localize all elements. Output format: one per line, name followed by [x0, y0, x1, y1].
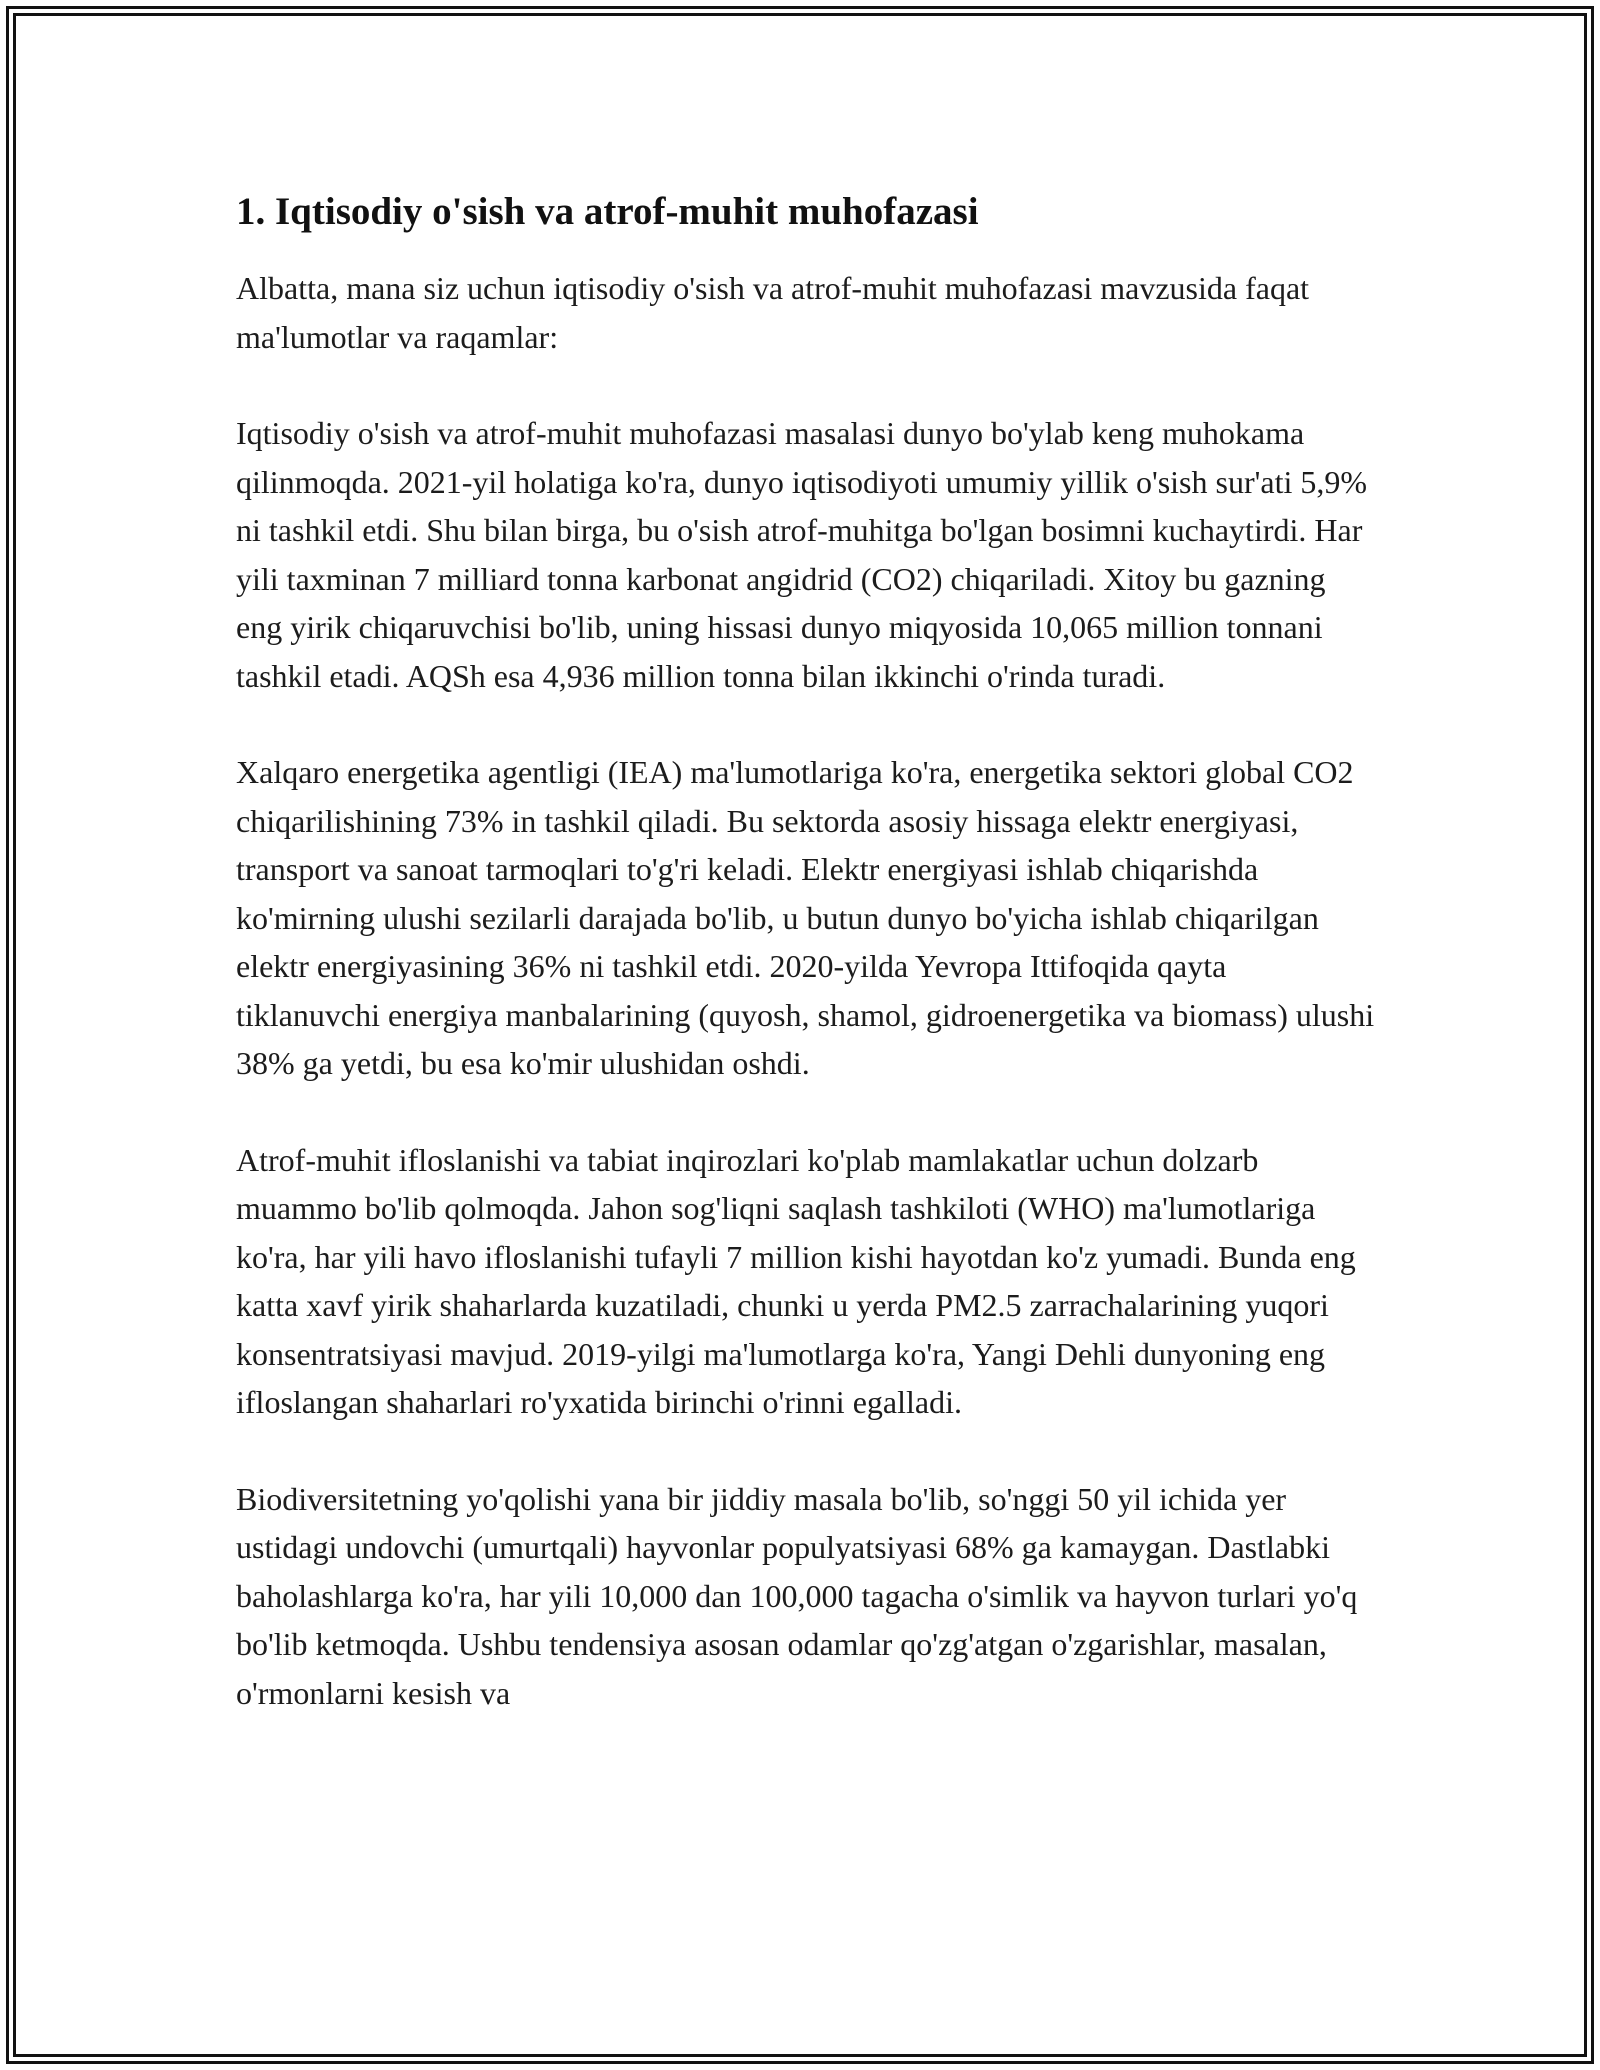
section-heading: 1. Iqtisodiy o'sish va atrof-muhit muhofazasi — [236, 190, 979, 233]
paragraph-biodiversity: Biodiversitetning yo'qolishi yana bir jiddiy masala bo'lib, so'nggi 50 yil ichida yer ustidagi undovchi (umurtqali) hayvonlar populyatsiyasi 68% ga kamaygan. Dastlabki baholashlarga ko'ra, har yili 10,000 dan 100,000 tagacha o'simlik va hayvon turlari yo'q bo'lib ketmoqda. Ushbu tendensiya asosan odamlar qo'zg'atgan o'zgarishlar, masalan, o'rmonlarni kesish va — [236, 1480, 1358, 1711]
paragraph-energy-sector: Xalqaro energetika agentligi (IEA) ma'lumotlariga ko'ra, energetika sektori global CO2 chiqarilishining 73% in tashkil qiladi. Bu sektorda asosiy hissaga elektr energiyasi, transport va sanoat tarmoqlari to'g'ri keladi. Elektr energiyasi ishlab chiqarishda ko'mirning ulushi sezilarli darajada bo'lib, u butun dunyo bo'yicha ishlab chiqarilgan elektr energiyasining 36% ni tashkil etdi. 2020-yilda Yevropa Ittifoqida qayta tiklanuvchi energiya manbalarining (quyosh, shamol, gidroenergetika va biomass) ulushi 38% ga yetdi, bu esa ko'mir ulushidan oshdi. — [236, 754, 1375, 1081]
paragraph-pollution: Atrof-muhit ifloslanishi va tabiat inqirozlari ko'plab mamlakatlar uchun dolzarb muammo bo'lib qolmoqda. Jahon sog'liqni saqlash tashkiloti (WHO) ma'lumotlariga ko'ra, har yili havo ifloslanishi tufayli 7 million kishi hayotdan ko'z yumadi. Bunda eng katta xavf yirik shaharlarda kuzatiladi, chunki u yerda PM2.5 zarrachalarining yuqori konsentratsiyasi mavjud. 2019-yilgi ma'lumotlarga ko'ra, Yangi Dehli dunyoning eng ifloslangan shaharlari ro'yxatida birinchi o'rinni egalladi. — [236, 1141, 1356, 1420]
paragraph-economic-growth: Iqtisodiy o'sish va atrof-muhit muhofazasi masalasi dunyo bo'ylab keng muhokama qilinmoqda. 2021-yil holatiga ko'ra, dunyo iqtisodiyoti umumiy yillik o'sish sur'ati 5,9% ni tashkil etdi. Shu bilan birga, bu o'sish atrof-muhitga bo'lgan bosimni kuchaytirdi. Har yili taxminan 7 milliard tonna karbonat angidrid (CO2) chiqariladi. Xitoy bu gazning eng yirik chiqaruvchisi bo'lib, uning hissasi dunyo miqyosida 10,065 million tonnani tashkil etadi. AQSh esa 4,936 million tonna bilan ikkinchi o'rinda turadi. — [236, 415, 1368, 694]
document-body — [236, 188, 1376, 1765]
paragraph-intro: Albatta, mana siz uchun iqtisodiy o'sish va atrof-muhit muhofazasi mavzusida faqat ma'lumotlar va raqamlar: — [236, 270, 1310, 355]
